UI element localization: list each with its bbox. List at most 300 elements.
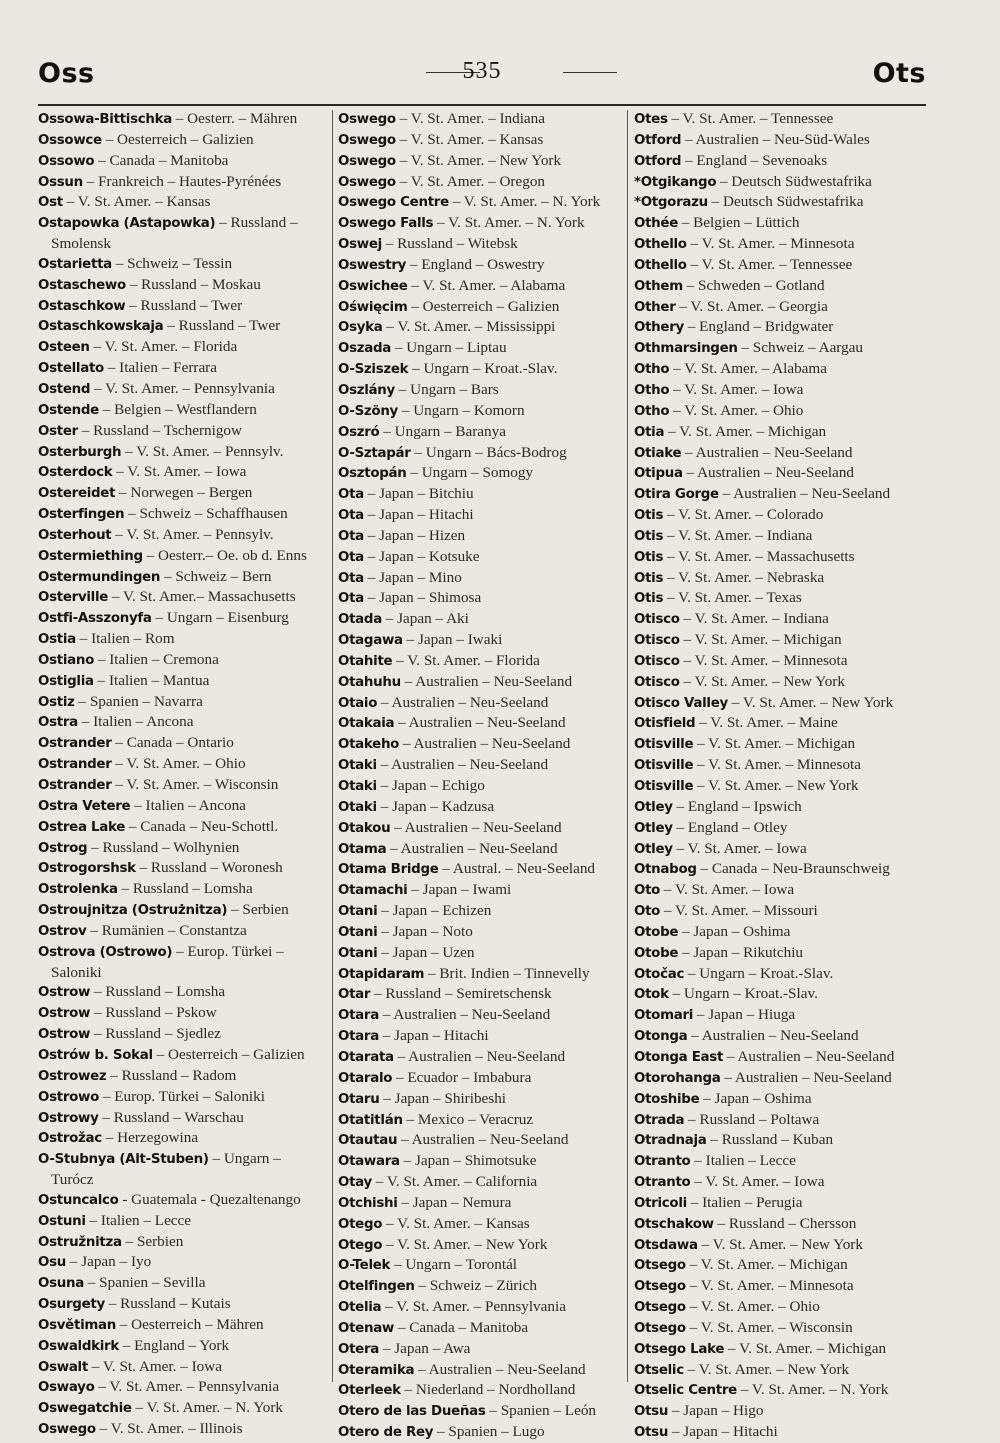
entry-location: – Russland – Woronesh [135,859,283,877]
entry-headword: Othery [634,320,684,336]
entry-location: – V. St. Amer. – Wisconsin [685,1318,853,1336]
gazetteer-entry [338,672,624,693]
gazetteer-entry [338,1401,624,1422]
entry-headword: Osyka [338,320,383,336]
entry-headword: Otchishi [338,1195,398,1211]
gazetteer-entry [38,442,330,463]
entry-location: – V. St. Amer. – Indiana [663,526,813,544]
entry-location: – Italien – Rom [75,630,175,648]
gazetteer-entry [38,1045,330,1066]
gazetteer-entry [634,484,928,505]
gazetteer-entry [38,712,330,733]
gazetteer-entry [634,880,928,901]
gazetteer-entry [634,1193,928,1214]
entry-headword: Other [634,299,676,315]
entry-headword: Otis [634,591,664,607]
gazetteer-entry [634,859,928,880]
gazetteer-entry [634,1214,928,1235]
gazetteer-entry [338,130,624,151]
entry-location: – V. St. Amer. – New York [679,672,845,690]
entry-headword: Otamachi [338,883,408,899]
entry-location: – Japan – Iwami [407,881,512,899]
entry-location: – Oesterr.– Oe. ob d. Enns [142,546,307,564]
gazetteer-entry [38,546,330,567]
entry-headword: Otsego [634,1279,686,1295]
entry-headword: Otricoli [634,1195,687,1211]
entry-headword: Otradnaja [634,1133,707,1149]
gazetteer-entry [38,504,330,525]
entry-headword: Osurgety [38,1297,105,1313]
gazetteer-entry [634,839,928,860]
gazetteer-entry [338,922,624,943]
entry-location: – V. St. Amer. – Florida [89,338,238,356]
entry-headword: Otahuhu [338,674,401,690]
gazetteer-entry [634,463,928,484]
gazetteer-entry [38,337,330,358]
gazetteer-entry [338,1193,624,1214]
entry-headword: Othée [634,216,678,232]
entry-location: – V. St. Amer. – Minnesota [679,651,848,669]
entry-headword: Otama Bridge [338,862,439,878]
gazetteer-entry [634,776,928,797]
entry-location: – Australien – Neu-Seeland [723,1047,895,1065]
gazetteer-entry [634,276,928,297]
gazetteer-entry [38,796,330,817]
entry-location: – V. St. Amer. – New York [727,693,894,711]
gazetteer-entry [38,462,330,483]
entry-location: – Schweiz – Schaffhausen [124,505,288,523]
entry-headword: Otisville [634,758,694,774]
entry-location: – Japan – Uzen [377,943,475,961]
gazetteer-entry [38,151,330,172]
gazetteer-entry [634,1110,928,1131]
entry-headword: Otho [634,362,670,378]
entry-location: – Japan – Hitachi [378,1027,489,1045]
gazetteer-entry [338,317,624,338]
gazetteer-entry [634,693,928,714]
entry-location: – Ungarn – Somogy [406,464,534,482]
gazetteer-entry [634,526,928,547]
gazetteer-entry [338,839,624,860]
entry-headword: Osztopán [338,466,407,482]
gazetteer-entry [338,172,624,193]
entry-location: – Italien – Cremona [94,650,219,668]
gazetteer-entry [38,1066,330,1087]
entry-location: – Europ. Türkei – [172,942,284,960]
entry-location: – V. St. Amer. – Florida [392,651,540,669]
entry-location: – V. St. Amer. – Iowa [112,463,247,481]
entry-headword: Ota [338,528,364,544]
entry-location: – England – Oswestry [406,255,545,273]
gazetteer-entry [338,1297,624,1318]
entry-headword: Otes [634,112,668,127]
gazetteer-entry [38,400,330,421]
gazetteer-entry [338,1255,624,1276]
gazetteer-entry [634,713,928,734]
gazetteer-entry [338,1026,624,1047]
entry-headword: Otomari [634,1008,694,1024]
entry-headword: Otatitlán [338,1112,403,1128]
gazetteer-entry [38,754,330,775]
entry-location: – England – Bridgwater [683,318,834,336]
gazetteer-entry [38,608,330,629]
entry-headword: Otho [634,382,670,398]
gazetteer-entry [38,1003,330,1024]
entry-headword: Oswegatchie [38,1401,132,1417]
entry-location: – Russland – Chersson [713,1214,857,1232]
entry-location: – Russland – Poltawa [684,1110,820,1128]
entry-location: – V. St. Amer. – Pennsylvania [94,1378,280,1396]
gazetteer-entry [634,1339,928,1360]
entry-headword: Otis [634,508,664,524]
entry-location: – Australien – Neu-Süd-Wales [681,130,870,148]
entry-headword: Osterfingen [38,507,125,523]
entry-headword: Ostermiething [38,548,143,564]
entry-headword: Otakou [338,820,391,836]
entry-headword: Ostružnitza [38,1234,122,1250]
entry-headword: Ostroujnitza (Ostrużnitza) [38,903,228,919]
entry-headword: Otobe [634,945,679,961]
entry-location: – Deutsch Südwestafrika [716,172,872,190]
entry-headword: Otarata [338,1049,394,1065]
entry-location: – V. St. Amer. – Maine [695,714,838,732]
gazetteer-entry [634,1047,928,1068]
entry-headword: O-Sztapár [338,445,411,461]
gazetteer-entry [338,1068,624,1089]
entry-location: – Italien – Ancona [77,713,194,731]
entry-headword: Ota [338,508,364,524]
entry-location: – Ungarn – Eisenburg [151,609,289,627]
entry-headword: Otok [634,987,669,1003]
gazetteer-entry [38,1398,330,1419]
entry-location: – V. St. Amer. – Missouri [660,902,818,920]
gazetteer-entry [634,818,928,839]
gazetteer-entry [338,984,624,1005]
entry-headword: Oto [634,904,661,920]
entry-headword: Othello [634,237,687,253]
entry-headword: Oswego [338,132,396,148]
entry-headword: Otani [338,945,378,961]
entry-headword: Ossowce [38,132,102,148]
entry-headword: Otani [338,924,378,940]
entry-headword: Oswej [338,237,382,253]
page-number: 535 [462,58,502,84]
entry-location: – Russland – Warschau [98,1108,244,1126]
entry-headword: Otley [634,820,673,836]
gazetteer-entry [634,234,928,255]
gazetteer-entry [634,192,928,213]
gazetteer-entry [634,297,928,318]
entry-location: – V. St. Amer. – Oregon [395,172,546,190]
gazetteer-entry [634,651,928,672]
gazetteer-entry [38,296,330,317]
entry-location: – V. St. Amer. – Michigan [664,422,827,440]
entry-location: – Australien – Neu-Seeland [687,1027,859,1045]
gazetteer-entry [38,817,330,838]
entry-location: – Spanien – León [485,1402,597,1420]
gazetteer-entry [634,609,928,630]
entry-location: – Ecuador – Imbabura [392,1068,532,1086]
entry-location: – V. St. Amer. – Iowa [690,1173,825,1191]
entry-headword: Ota [338,549,364,565]
page-header [38,52,926,96]
entry-location: – V. St. Amer. – Georgia [675,297,828,315]
gazetteer-entry [338,1360,624,1381]
entry-headword: Otisville [634,737,694,753]
gazetteer-entry [634,1151,928,1172]
header-rule [38,104,926,106]
entry-location: – V. St. Amer. – Kansas [382,1214,530,1232]
entry-headword: Otisco [634,612,680,628]
entry-location: – Australien – Neu-Seeland [394,714,566,732]
gazetteer-entry [634,630,928,651]
entry-headword: Ostra [38,715,78,731]
entry-headword: Otisco [634,633,680,649]
entry-location: – Japan – Iyo [66,1253,152,1271]
gazetteer-entry [38,213,330,254]
entry-headword: Oswestry [338,257,407,273]
entry-location: – V. St. Amer. – Minnesota [686,235,855,253]
entry-headword: Othmarsingen [634,341,738,357]
entry-location: – Italien – Lecce [690,1152,796,1170]
entry-location: – Australien – Neu-Seeland [681,443,853,461]
entry-headword: Ostrander [38,778,112,793]
gazetteer-entry [38,1128,330,1149]
entry-headword: Oswego Centre [338,195,449,211]
entry-location: – Norwegen – Bergen [115,484,253,502]
gazetteer-entry [38,838,330,859]
entry-headword: Osterville [38,590,109,606]
entry-location: – V. St. Amer. – Tennessee [667,110,834,127]
entry-location: – V. St. Amer. – Nebraska [663,568,825,586]
entry-headword: Otranto [634,1154,691,1170]
gazetteer-entry [634,505,928,526]
entry-headword: Otisco [634,674,680,690]
entry-location: – Spanien – Navarra [74,692,203,710]
entry-headword: Otay [338,1175,372,1191]
entry-continuation: Turócz [51,1171,94,1189]
entry-headword: O-Sziszek [338,362,409,378]
entry-headword: Otaki [338,758,377,774]
column-divider [627,110,628,1382]
gazetteer-entry [38,1336,330,1357]
entry-location: – V. St. Amer. – Illinois [95,1420,243,1438]
gazetteer-entry [634,1235,928,1256]
entry-location: – Canada – Manitoba [394,1318,529,1336]
entry-location: – Schweiz – Bern [160,567,272,585]
entry-headword: Ostellato [38,361,104,377]
entry-location: – Deutsch Südwestafrika [707,193,864,211]
entry-location: – Japan – Oshima [678,922,791,940]
entry-headword: Ossowo [38,153,95,169]
gazetteer-entry [338,276,624,297]
entry-location: – Australien – Neu-Seeland [393,1047,566,1065]
entry-location: – Japan – Iwaki [402,631,503,649]
entry-headword: Otelia [338,1300,382,1316]
entry-headword: Ostrowez [38,1068,107,1084]
entry-headword: Otia [634,424,665,440]
header-dash-right [563,72,617,73]
entry-location: – V. St. Amer. – Minnesota [685,1277,854,1295]
gazetteer-entry [38,1087,330,1108]
entry-headword: Otford [634,153,682,169]
gazetteer-entry [338,401,624,422]
gazetteer-entry [338,776,624,797]
entry-headword: Ostrov [38,923,87,939]
gazetteer-entry [634,213,928,234]
gazetteer-entry [338,359,624,380]
entry-location: – Japan – Shimosa [363,589,482,607]
gazetteer-entry [38,1294,330,1315]
gazetteer-entry [338,234,624,255]
entry-location: – Italien – Mantua [93,671,210,689]
gazetteer-entry [338,1318,624,1339]
entry-headword: Otsego Lake [634,1341,725,1357]
gazetteer-entry [338,380,624,401]
gazetteer-entry [38,130,330,151]
entry-headword: Otar [338,987,371,1003]
gazetteer-entry [338,755,624,776]
gazetteer-entry [338,255,624,276]
gazetteer-entry [634,588,928,609]
entry-headword: Otley [634,841,673,857]
entry-headword: Otselic Centre [634,1383,737,1399]
gazetteer-entry [634,984,928,1005]
gazetteer-entry [634,1089,928,1110]
entry-location: – V. St. Amer. – Michigan [679,631,842,649]
gazetteer-entry [38,1232,330,1253]
entry-headword: Otisville [634,779,694,794]
gazetteer-entry [338,1130,624,1151]
entry-location: – Italien – Ferrara [103,359,217,377]
entry-location: – Schweden – Gotland [682,276,825,294]
gazetteer-entry [338,213,624,234]
gazetteer-entry [38,1419,330,1440]
entry-headword: Ostrow [38,985,91,1001]
entry-headword: Ostrea Lake [38,819,126,835]
gazetteer-entry [634,964,928,985]
gazetteer-entry [338,109,624,130]
gazetteer-entry [338,463,624,484]
gazetteer-entry [634,380,928,401]
gazetteer-entry [338,651,624,672]
gazetteer-entry [338,901,624,922]
gazetteer-entry [338,964,624,985]
entry-headword: Otočac [634,966,685,982]
gazetteer-entry [634,797,928,818]
entry-location: – Rumänien – Constantza [86,921,247,939]
entry-location: – V. St. Amer. – Iowa [87,1357,222,1375]
entry-headword: Osvětiman [38,1317,116,1333]
entry-location: – Italien – Ancona [130,796,246,814]
entry-location: – Australien – Neu-Seeland [376,756,549,774]
entry-location: – England – Ipswich [672,797,802,815]
entry-headword: Othello [634,257,687,273]
entry-location: – Oesterr. – Mähren [171,110,298,127]
gazetteer-entry [38,671,330,692]
gazetteer-entry [634,1297,928,1318]
entry-location: – Ungarn – Torontál [390,1256,518,1274]
entry-headword: Ota [338,591,364,607]
entry-location: – Serbien [121,1232,184,1250]
entry-headword: Otis [634,528,664,544]
column-3 [634,109,928,1443]
entry-location: – England – York [118,1336,230,1354]
entry-location: – Canada – Neu-Schottl. [125,817,279,835]
gazetteer-entry [38,858,330,879]
entry-headword: Ostiz [38,694,75,710]
entry-headword: Ostende [38,402,99,418]
entry-location: – V. St. Amer. – N. York [131,1399,284,1417]
entry-location: – Australien – Neu-Seeland [378,1006,551,1024]
entry-location: – Frankreich – Hautes-Pyrénées [82,172,282,190]
gazetteer-entry [38,879,330,900]
entry-headword: Oswaldkirk [38,1338,119,1354]
entry-headword: Otaio [338,695,378,711]
gazetteer-entry [634,151,928,172]
entry-headword: Ostrowo [38,1089,100,1105]
running-head-right: Ots [872,58,926,89]
entry-headword: Otani [338,904,378,920]
entry-location: – Russland – Witebsk [381,235,518,253]
gazetteer-entry [38,629,330,650]
gazetteer-entry [338,443,624,464]
entry-headword: Otagawa [338,633,403,649]
gazetteer-entry [38,254,330,275]
gazetteer-entry [338,192,624,213]
entry-headword: Osterdock [38,465,113,481]
entry-headword: Ostrogorshsk [38,861,136,877]
entry-headword: Ostaschkowskaja [38,319,164,335]
gazetteer-entry [38,192,330,213]
entry-headword: Osterburgh [38,444,122,460]
entry-headword: O-Telek [338,1258,391,1274]
entry-location: – Australien – Neu-Seeland [720,1068,892,1086]
entry-headword: Otelfingen [338,1279,415,1295]
entry-headword: Ostrowy [38,1110,99,1126]
gazetteer-entry [38,775,330,796]
gazetteer-entry [338,693,624,714]
entry-headword: Oświęcim [338,299,408,315]
gazetteer-entry [38,358,330,379]
entry-headword: Otero de las Dueñas [338,1404,486,1420]
gazetteer-entry [338,422,624,443]
entry-headword: O-Szöny [338,403,398,419]
gazetteer-entry [338,568,624,589]
entry-headword: Otrada [634,1112,685,1128]
entry-location: – Japan – Kadzusa [376,797,495,815]
entry-continuation: Smolensk [51,235,111,253]
entry-headword: Ostrander [38,757,112,773]
gazetteer-entry [338,1110,624,1131]
gazetteer-entry [634,109,928,130]
entry-headword: Oszada [338,341,392,357]
gazetteer-entry [634,172,928,193]
entry-location: – Ungarn – Baranya [379,422,506,440]
entry-location: – Russland – Tschernigow [77,421,242,439]
entry-headword: Otonga [634,1029,688,1045]
entry-location: – V. St. Amer. – Ohio [685,1298,820,1316]
entry-location: – Oesterreich – Galizien [407,297,560,315]
gazetteer-entry [338,859,624,880]
entry-headword: Oswego [338,174,396,190]
entry-location: – Serbien [227,901,289,919]
gazetteer-entry [338,338,624,359]
entry-headword: Ota [338,487,364,503]
entry-location: – V. St. Amer. – New York [382,1235,548,1253]
entry-headword: Osterhout [38,527,112,543]
entry-location: – V. St. Amer. – Michigan [693,735,856,753]
